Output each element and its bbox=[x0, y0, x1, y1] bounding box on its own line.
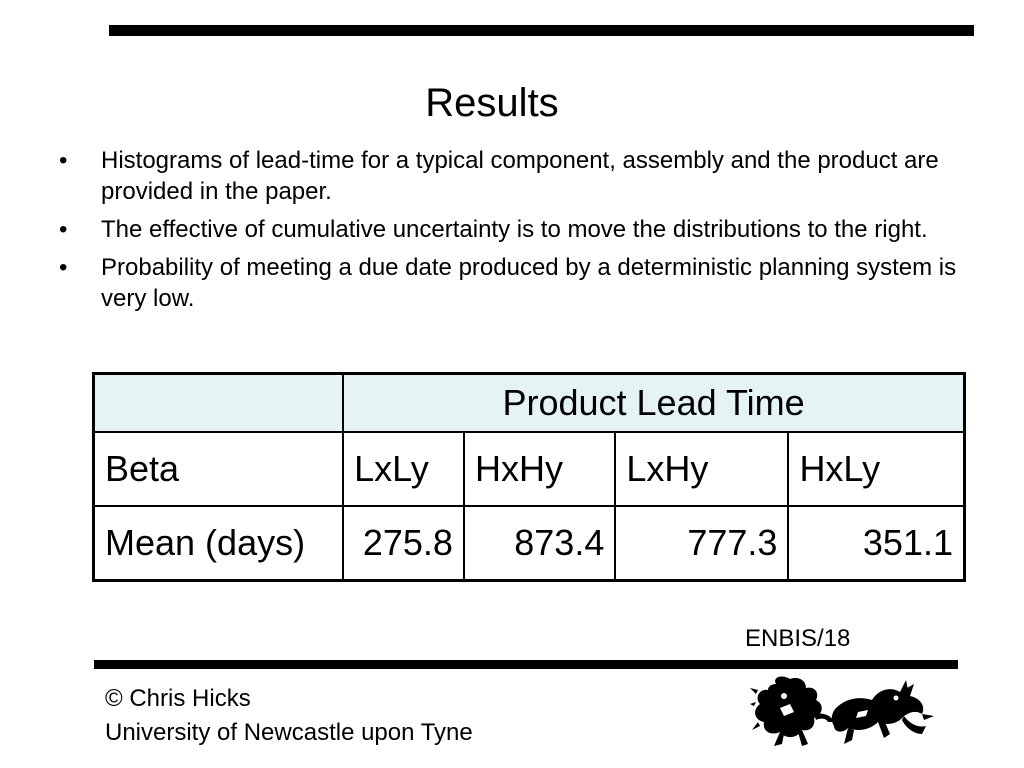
bullet-dot-icon: • bbox=[59, 216, 68, 243]
table-header-row bbox=[94, 374, 965, 433]
bullet-dot-icon: • bbox=[59, 147, 68, 174]
bottom-divider bbox=[94, 660, 958, 669]
bullet-item bbox=[59, 145, 979, 207]
table-cell: 275.8 bbox=[343, 506, 464, 581]
table-header-product-lead-time: Product Lead Time bbox=[343, 374, 964, 433]
bullet-text: The effective of cumulative uncertainty is to move the distributions to the right. bbox=[101, 216, 928, 243]
table-row bbox=[94, 506, 965, 581]
bullet-item bbox=[59, 214, 979, 245]
heraldic-lion-and-seahorse-icon bbox=[750, 674, 934, 750]
table-cell: 873.4 bbox=[464, 506, 615, 581]
slide-title: Results bbox=[425, 81, 559, 125]
lead-time-table bbox=[92, 372, 966, 582]
table-header-corner bbox=[94, 374, 344, 433]
bullet-item bbox=[59, 252, 979, 314]
slide-tag: ENBIS/18 bbox=[745, 625, 851, 652]
table-cell: HxLy bbox=[788, 432, 964, 506]
table-cell: LxLy bbox=[343, 432, 464, 506]
author-name: © Chris Hicks bbox=[105, 685, 251, 712]
table-cell: HxHy bbox=[464, 432, 615, 506]
bullet-dot-icon: • bbox=[59, 254, 68, 281]
table-cell: Mean (days) bbox=[94, 506, 344, 581]
bullet-list bbox=[59, 145, 979, 321]
table-cell: LxHy bbox=[615, 432, 788, 506]
table-cell: 351.1 bbox=[788, 506, 964, 581]
table-row bbox=[94, 432, 965, 506]
table-cell: Beta bbox=[94, 432, 344, 506]
bullet-text: Histograms of lead-time for a typical component, assembly and the product are provided in the paper. bbox=[101, 147, 939, 205]
author-affiliation: University of Newcastle upon Tyne bbox=[105, 719, 473, 746]
table-cell: 777.3 bbox=[615, 506, 788, 581]
author-credit bbox=[105, 682, 473, 750]
bullet-text: Probability of meeting a due date produced by a deterministic planning system is very low. bbox=[101, 254, 957, 312]
top-divider bbox=[109, 25, 974, 36]
